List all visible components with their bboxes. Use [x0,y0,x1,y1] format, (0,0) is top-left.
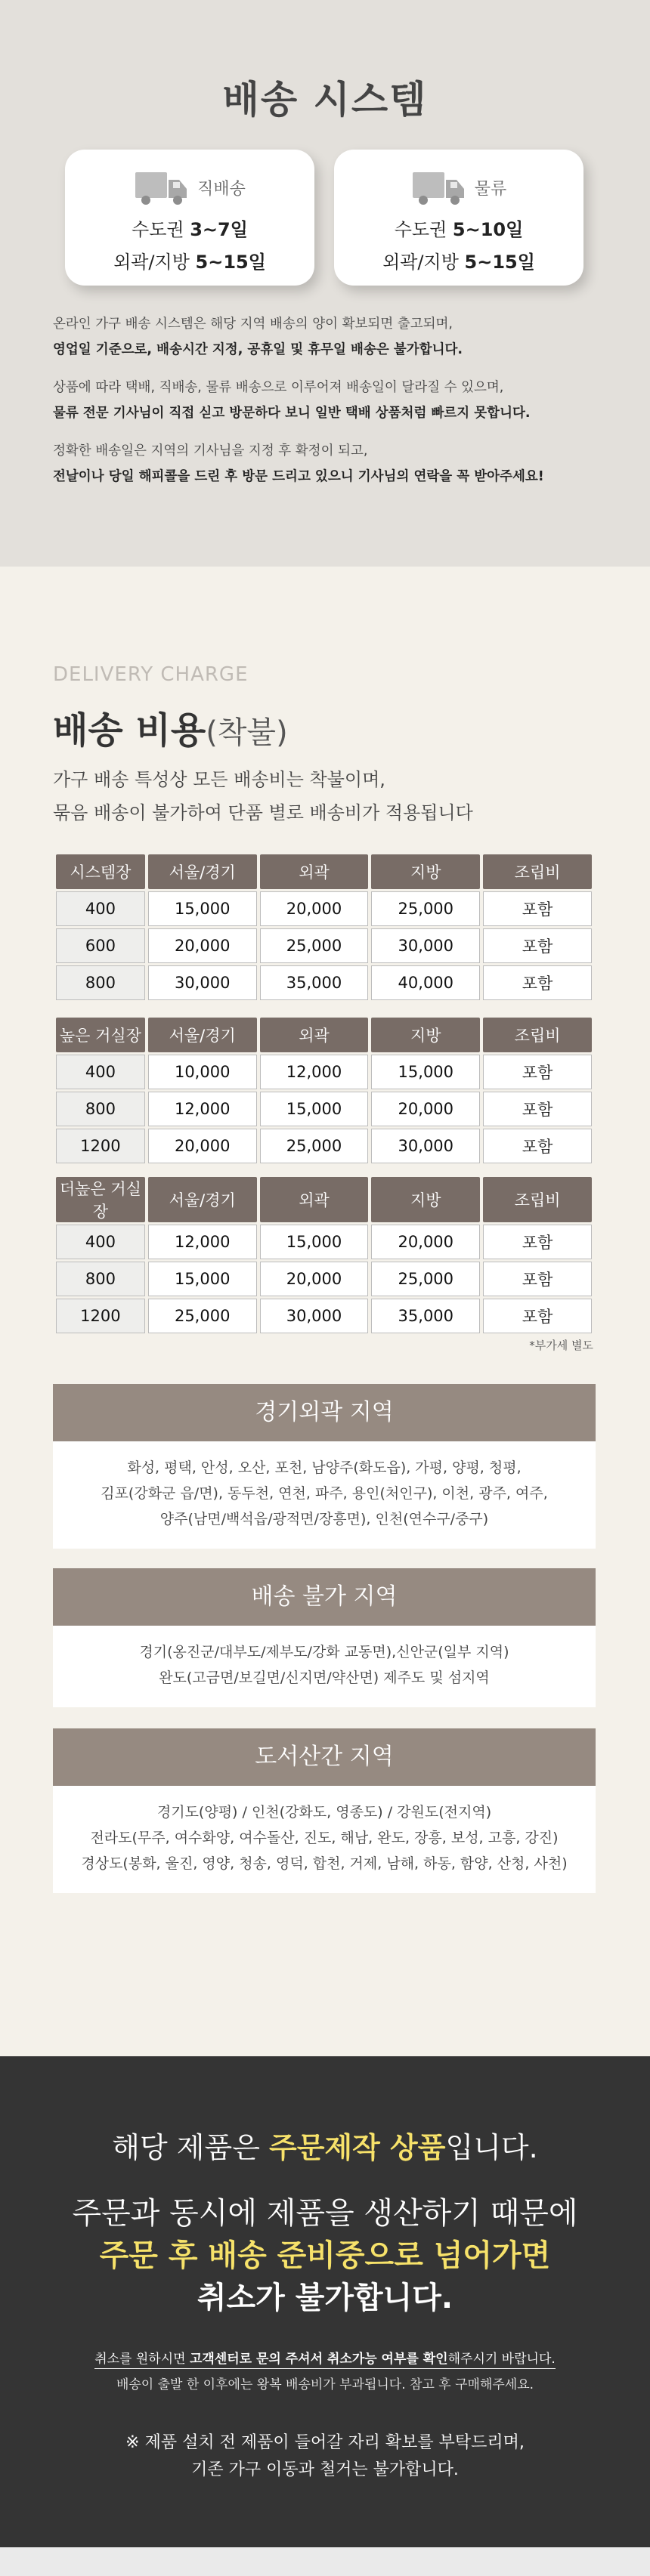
notice-text: 취소가 불가 [197,2281,354,2315]
table-header: 외곽 [260,1177,369,1222]
table-header: 지방 [371,1018,480,1052]
direct-line-1-value: 3~7일 [190,219,248,240]
shipping-desc-1 [53,311,612,363]
table-cell: 25,000 [260,1129,369,1163]
logistics-line-2-value: 5~15일 [464,252,535,273]
region-box-islands-mountains [53,1728,596,1893]
table-cell: 포함 [483,928,592,963]
shipping-desc-3-text: 정확한 배송일은 지역의 기사님을 지정 후 확정이 되고, [53,443,368,459]
delivery-charge-desc-1: 가구 배송 특성상 모든 배송비는 착불이며, [53,769,385,790]
notice-highlight: 주문제작 상품 [269,2131,446,2164]
table-cell: 포함 [483,1129,592,1163]
table-header-row [56,1177,592,1222]
shipping-system-section [0,0,650,567]
table-cell: 1200 [56,1299,145,1333]
region-title: 배송 불가 지역 [53,1568,596,1626]
notice-cancel-info [0,2348,650,2367]
table-cell: 15,000 [371,1055,480,1089]
delivery-charge-title-main: 배송 비용 [53,709,206,752]
delivery-charge-desc-2: 묶음 배송이 불가하여 단품 별로 배송비가 적용됩니다 [53,802,473,823]
table-row [56,1055,592,1089]
table-cell: 15,000 [148,891,257,926]
table-cell: 30,000 [260,1299,369,1333]
table-cell: 포함 [483,1225,592,1259]
table-cell: 20,000 [371,1225,480,1259]
direct-line-2-prefix: 외곽/지방 [113,252,196,273]
logistics-line-2-prefix: 외곽/지방 [382,252,465,273]
direct-line-2-value: 5~15일 [195,252,266,273]
table-cell: 400 [56,891,145,926]
logistics-line-2 [334,247,583,273]
region-box-gyeonggi-outer [53,1384,596,1549]
notice-line-no-cancel [0,2277,650,2319]
table-cell: 40,000 [371,965,480,1000]
notice-text: 취소를 원하시면 [94,2352,190,2367]
region-line: 경기도(양평) / 인천(강화도, 영종도) / 강원도(전지역) [156,1804,492,1821]
table-cell: 15,000 [260,1092,369,1126]
price-table-higher-cabinet [53,1175,595,1336]
price-table-high-cabinet [53,1015,595,1166]
delivery-charge-title-paren: (착불) [206,715,288,750]
logistics-line-1-value: 5~10일 [452,219,524,240]
table-header: 높은 거실장 [56,1018,145,1052]
delivery-charge-eng-label: DELIVERY CHARGE [53,663,249,686]
shipping-desc-1-text: 온라인 가구 배송 시스템은 해당 지역 배송의 양이 확보되면 출고되며, [53,317,453,332]
table-cell: 포함 [483,1262,592,1296]
table-header: 서울/경기 [148,1018,257,1052]
table-cell: 10,000 [148,1055,257,1089]
table-header: 서울/경기 [148,854,257,889]
truck-icon [411,166,467,208]
shipping-desc-2-bold: 물류 전문 기사님이 직접 싣고 방문하다 보니 일반 택배 상품처럼 빠르지 못합니다. [53,406,531,421]
region-body [53,1786,596,1893]
table-cell: 20,000 [260,1262,369,1296]
table-cell: 25,000 [371,891,480,926]
table-header: 지방 [371,1177,480,1222]
table-cell: 포함 [483,1055,592,1089]
table-header: 조립비 [483,854,592,889]
region-line: 완도(고금면/보길면/신지면/약산면) 제주도 및 섬지역 [159,1669,490,1686]
region-body [53,1626,596,1707]
table-row [56,1299,592,1333]
truck-icon [134,166,190,208]
table-cell: 35,000 [260,965,369,1000]
region-line: 전라도(무주, 여수화양, 여수돌산, 진도, 해남, 완도, 장흥, 보성, 고흥, 강진) [90,1830,559,1846]
table-header: 서울/경기 [148,1177,257,1222]
table-header-row [56,1018,592,1052]
table-header: 더높은 거실장 [56,1177,145,1222]
custom-order-heading [0,2124,650,2166]
notice-installation [0,2429,650,2484]
table-cell: 30,000 [148,965,257,1000]
table-cell: 800 [56,1262,145,1296]
table-cell: 포함 [483,1092,592,1126]
table-cell: 포함 [483,965,592,1000]
table-cell: 15,000 [260,1225,369,1259]
shipping-desc-3 [53,438,612,490]
table-row [56,965,592,1000]
table-cell: 25,000 [260,928,369,963]
notice-text: ※ 제품 설치 전 제품이 들어갈 자리 확보를 부탁드리며, [125,2433,525,2452]
direct-line-2 [65,247,314,273]
table-cell: 20,000 [148,1129,257,1163]
table-cell: 25,000 [371,1262,480,1296]
shipping-desc-1-bold: 영업일 기준으로, 배송시간 지정, 공휴일 및 휴무일 배송은 불가합니다. [53,342,463,357]
table-header: 시스템장 [56,854,145,889]
region-line: 경상도(봉화, 울진, 영양, 청송, 영덕, 합천, 거제, 남해, 하동, 함양, 산청, 사천) [81,1855,568,1872]
direct-delivery-card [65,150,314,286]
logistics-label: 물류 [474,179,507,199]
table-cell: 35,000 [371,1299,480,1333]
vat-note: *부가세 별도 [529,1339,593,1352]
notice-text: 기존 가구 이동과 철거는 불가합니다. [191,2460,459,2479]
table-cell: 포함 [483,1299,592,1333]
table-cell: 30,000 [371,928,480,963]
table-cell: 600 [56,928,145,963]
custom-order-notice-section [0,2056,650,2547]
region-box-no-delivery [53,1568,596,1707]
table-cell: 20,000 [260,891,369,926]
table-cell: 25,000 [148,1299,257,1333]
table-cell: 1200 [56,1129,145,1163]
price-table-system [53,852,595,1002]
table-row [56,1092,592,1126]
table-cell: 포함 [483,891,592,926]
logistics-card [334,150,583,286]
table-header: 조립비 [483,1018,592,1052]
region-line: 경기(옹진군/대부도/제부도/강화 교동면),신안군(일부 지역) [139,1644,509,1660]
delivery-charge-title [53,701,288,753]
region-body [53,1441,596,1549]
notice-text: 해당 제품은 [112,2131,269,2164]
region-title: 도서산간 지역 [53,1728,596,1786]
direct-line-1-prefix: 수도권 [132,219,190,240]
notice-line-production: 주문과 동시에 제품을 생산하기 때문에 [72,2196,578,2231]
table-cell: 20,000 [148,928,257,963]
table-cell: 400 [56,1055,145,1089]
table-row [56,1225,592,1259]
table-cell: 800 [56,1092,145,1126]
table-header: 조립비 [483,1177,592,1222]
region-line: 화성, 평택, 안성, 오산, 포천, 남양주(화도읍), 가평, 양평, 청평, [127,1459,522,1476]
table-row [56,1262,592,1296]
notice-bold: 고객센터로 문의 주셔서 취소가능 여부를 확인 [189,2352,448,2367]
table-cell: 20,000 [371,1092,480,1126]
table-header: 외곽 [260,1018,369,1052]
notice-text: 합니다. [354,2281,453,2315]
table-row [56,891,592,926]
table-header: 외곽 [260,854,369,889]
direct-delivery-label: 직배송 [197,179,246,199]
table-header-row [56,854,592,889]
region-line: 양주(남면/백석읍/광적면/장흥면), 인천(연수구/중구) [159,1511,489,1527]
shipping-desc-2 [53,375,612,426]
table-cell: 12,000 [260,1055,369,1089]
table-cell: 800 [56,965,145,1000]
table-row [56,1129,592,1163]
table-cell: 12,000 [148,1225,257,1259]
region-title: 경기외곽 지역 [53,1384,596,1441]
delivery-charge-section [0,567,650,2056]
delivery-charge-desc [53,763,473,829]
logistics-line-1 [334,215,583,241]
table-cell: 400 [56,1225,145,1259]
region-line: 김포(강화군 읍/면), 동두천, 연천, 파주, 용인(처인구), 이천, 광주, 여주, [101,1485,548,1502]
footer-strip [0,2547,650,2576]
table-cell: 30,000 [371,1129,480,1163]
notice-return-fee: 배송이 출발 한 이후에는 왕복 배송비가 부과됩니다. 참고 후 구매해주세요. [116,2377,534,2392]
table-cell: 12,000 [148,1092,257,1126]
table-cell: 15,000 [148,1262,257,1296]
shipping-desc-3-bold: 전날이나 당일 해피콜을 드린 후 방문 드리고 있으니 기사님의 연락을 꼭 받아주세요! [53,469,544,484]
notice-line-preparing: 주문 후 배송 준비중으로 넘어가면 [99,2238,551,2273]
shipping-system-title: 배송 시스템 [222,78,428,122]
notice-text: 입니다. [445,2131,538,2164]
notice-text: 해주시기 바랍니다. [447,2352,556,2367]
direct-line-1 [65,215,314,241]
shipping-desc-2-text: 상품에 따라 택배, 직배송, 물류 배송으로 이루어져 배송일이 달라질 수 있으며, [53,380,504,395]
table-header: 지방 [371,854,480,889]
logistics-line-1-prefix: 수도권 [394,219,453,240]
table-row [56,928,592,963]
